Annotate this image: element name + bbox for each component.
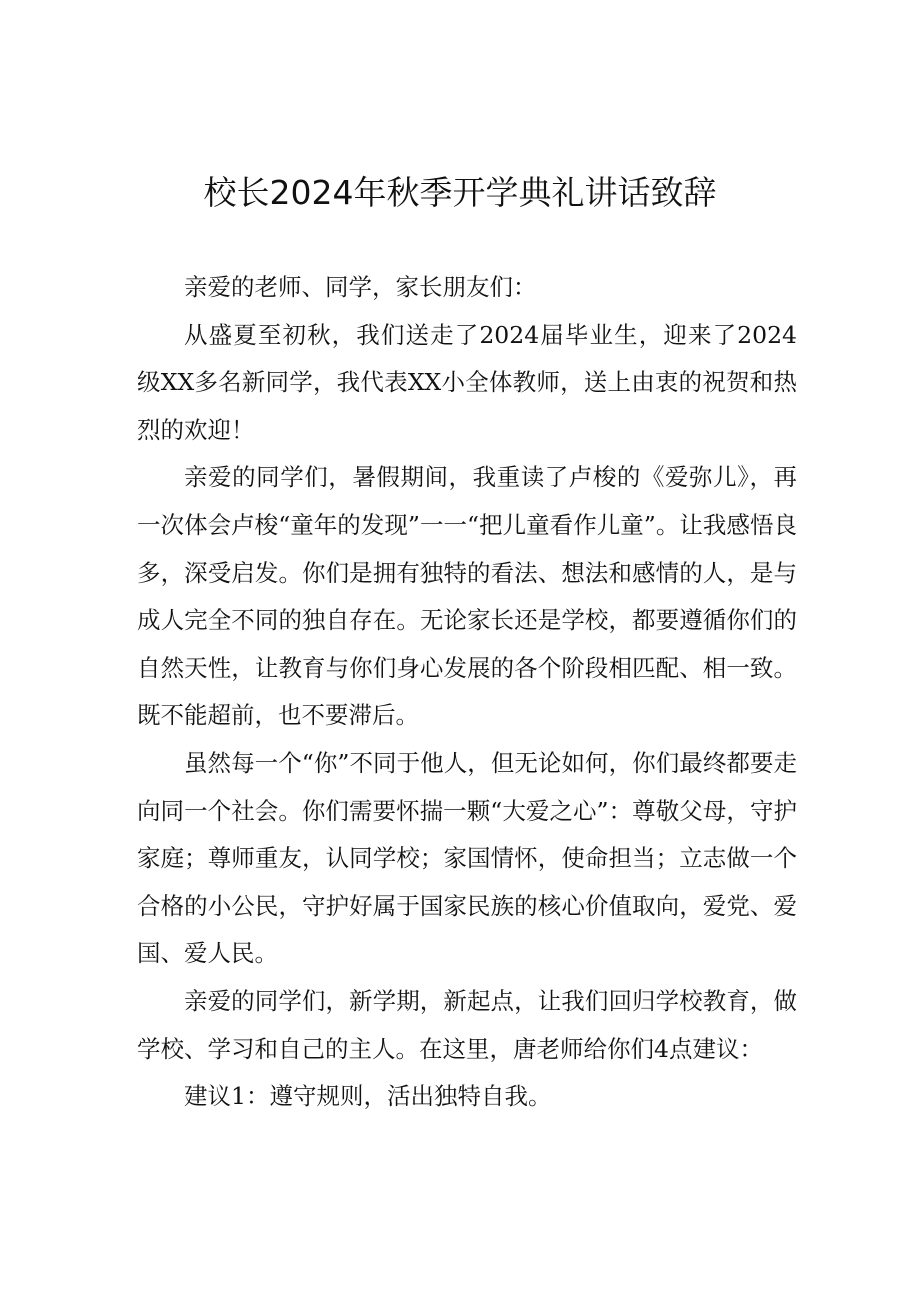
paragraph-welcome: 从盛夏至初秋，我们送走了2024届毕业生，迎来了2024级XX多名新同学，我代表XX小全体教师，送上由衷的祝贺和热烈的欢迎！	[137, 320, 797, 444]
paragraph-society: 虽然每一个“你”不同于他人，但无论如何，你们最终都要走向同一个社会。你们需要怀揣一颗“大爱之心”：尊敬父母，守护家庭；尊师重友，认同学校；家国情怀，使命担当；立志做一个合格的小公民，守护好属于国家民族的核心价值取向，爱党、爱国、爱人民。	[137, 748, 797, 968]
document-body	[137, 264, 797, 1121]
paragraph-emile: 亲爱的同学们，暑假期间，我重读了卢梭的《爱弥儿》，再一次体会卢梭“童年的发现”一一“把儿童看作儿童”。让我感悟良多，深受启发。你们是拥有独特的看法、想法和感情的人，是与成人完全不同的独自存在。无论家长还是学校，都要遵循你们的自然天性，让教育与你们身心发展的各个阶段相匹配、相一致。既不能超前，也不要滞后。	[137, 463, 797, 730]
paragraph-suggestion-1: 建议1：遵守规则，活出独特自我。	[184, 1082, 552, 1111]
paragraph-greeting: 亲爱的老师、同学，家长朋友们：	[184, 273, 537, 301]
paragraph-new-semester: 亲爱的同学们，新学期，新起点，让我们回归学校教育，做学校、学习和自己的主人。在这里，唐老师给你们4点建议：	[137, 986, 797, 1063]
document-title: 校长2024年秋季开学典礼讲话致辞	[203, 173, 717, 212]
